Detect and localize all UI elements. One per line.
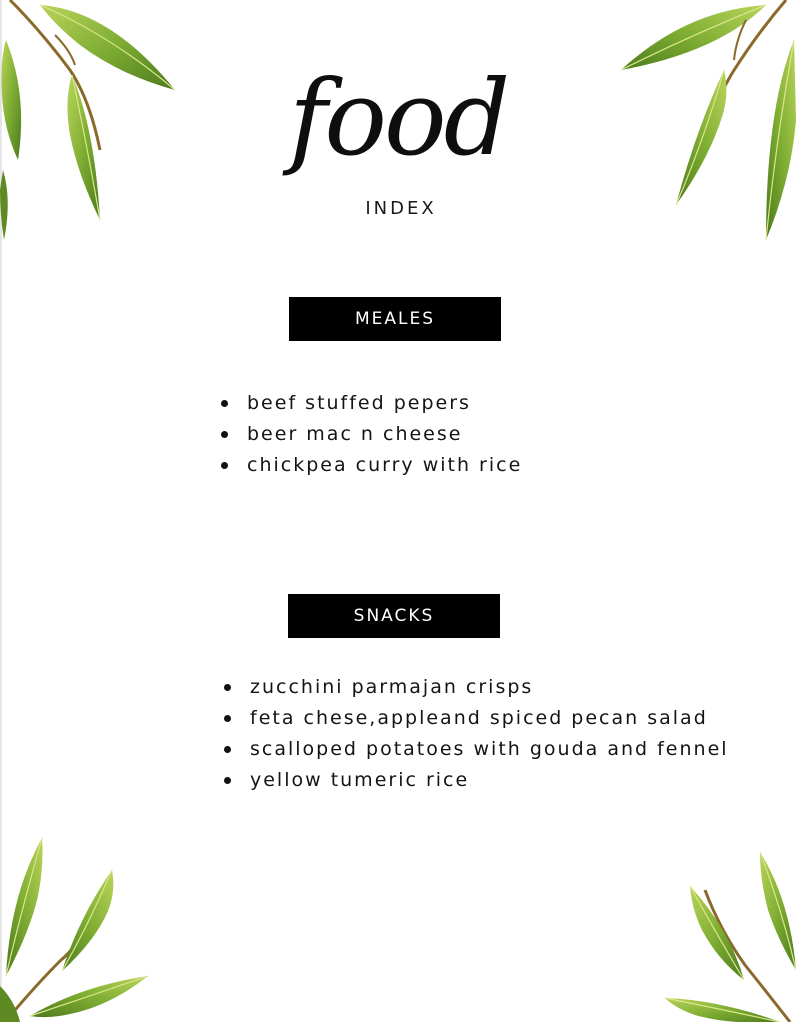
list-item [222, 765, 729, 796]
leaf-branch-icon-bottom-right [660, 850, 796, 1022]
list-item [219, 450, 522, 481]
bullet-icon [224, 684, 231, 691]
list-item-text: feta chese,appleand spiced pecan salad [250, 707, 708, 729]
list-item [222, 734, 729, 765]
list-item-text: yellow tumeric rice [250, 769, 470, 791]
list-item [222, 672, 729, 703]
bullet-icon [224, 777, 231, 784]
bullet-icon [224, 715, 231, 722]
section-heading-label: MEALES [354, 309, 436, 329]
section-heading-snacks [288, 594, 500, 638]
bullet-icon [221, 431, 228, 438]
page-subtitle: INDEX [365, 198, 437, 219]
bullet-icon [221, 400, 228, 407]
list-item [222, 703, 729, 734]
list-item-text: zucchini parmajan crisps [250, 676, 534, 698]
snacks-list [222, 672, 729, 796]
list-item-text: chickpea curry with rice [247, 454, 523, 476]
leaf-branch-icon-bottom-left [0, 836, 160, 1022]
list-item-text: beef stuffed pepers [247, 392, 471, 414]
page-title: food [288, 57, 508, 179]
section-heading-meals [289, 297, 501, 341]
bullet-icon [224, 746, 231, 753]
bullet-icon [221, 462, 228, 469]
list-item-text: scalloped potatoes with gouda and fennel [250, 738, 729, 760]
list-item [219, 388, 522, 419]
list-item [219, 419, 522, 450]
list-item-text: beer mac n cheese [247, 423, 463, 445]
section-heading-label: SNACKS [353, 606, 435, 626]
meals-list [219, 388, 522, 481]
